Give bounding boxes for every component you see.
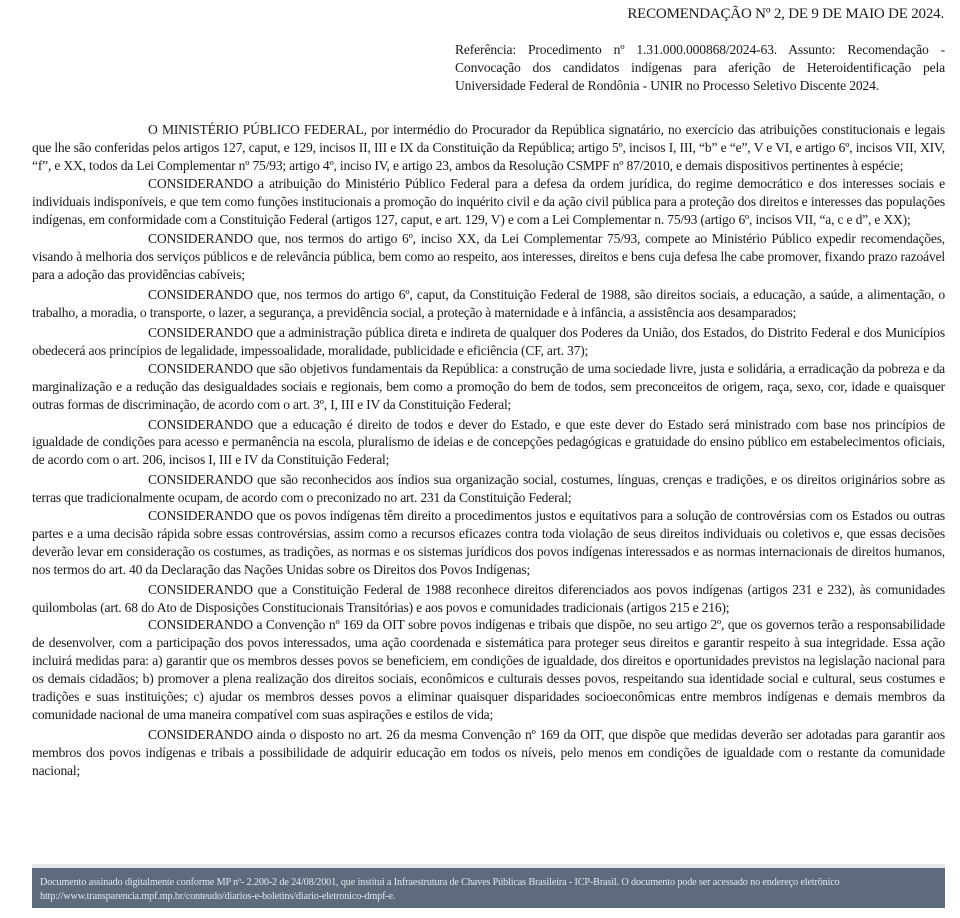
paragraph-considerando: CONSIDERANDO que são reconhecidos aos índios sua organização social, costumes, línguas, crenças e tradições, e os direitos originários sobre as terras que tradicionalmente ocupam, de acordo com o preconizado no art. 231 da Constituição Federal; xyxy=(32,472,945,506)
paragraph-considerando: CONSIDERANDO que os povos indígenas têm direito a procedimentos justos e equitativos para a solução de controvérsias com os Estados ou outras partes e a uma decisão rápida sobre essas controvérsias, assim como a recursos eficazes contra toda violação de seus direitos individuais ou coletivos e, que essas decisões deverão levar em consideração os costumes, as tradições, as normas e os sistemas jurídicos dos povos indígenas interessados e as normas internacionais de direitos humanos, nos termos do art. 40 da Declaração das Nações Unidas sobre os Direitos dos Povos Indígenas; xyxy=(32,508,945,577)
paragraph-considerando: CONSIDERANDO que, nos termos do artigo 6º, inciso XX, da Lei Complementar 75/93, compete ao Ministério Público expedir recomendações, visando à melhoria dos serviços públicos e de relevância pública, bem como ao respeito, aos interesses, direitos e bens cuja defesa lhe cabe promover, fixando prazo razoável para a adoção das providências cabíveis; xyxy=(32,231,945,283)
document-title: RECOMENDAÇÃO Nº 2, DE 9 DE MAIO DE 2024. xyxy=(627,6,944,22)
paragraph-considerando: CONSIDERANDO que a Constituição Federal de 1988 reconhece direitos diferenciados aos povos indígenas (artigos 231 e 232), às comunidades quilombolas (art. 68 do Ato de Disposições Constitucionais Transitórias) e aos povos e comunidades tradicionais (artigos 215 e 216); xyxy=(32,581,945,615)
paragraph-considerando: CONSIDERANDO ainda o disposto no art. 26 da mesma Convenção nº 169 da OIT, que dispõe que medidas deverão ser adotadas para garantir aos membros dos povos indígenas e tribais a possibilidade de adquirir educação em todos os níveis, pelo menos em condições de igualdade com o restante da comunidade nacional; xyxy=(32,726,945,778)
footer-text: Documento assinado digitalmente conforme MP nº- 2.200-2 de 24/08/2001, que institui a Infraestrutura de Chaves Públicas Brasileira - ICP-Brasil. O documento pode ser acessado no endereço eletrônico http://www.transparencia.mpf.mp.br/conteudo/diarios-e-boletins/diario-eletronico-dmpf-e. xyxy=(40,877,840,902)
paragraph-considerando: CONSIDERANDO a Convenção nº 169 da OIT sobre povos indígenas e tribais que dispõe, no seu artigo 2º, que os governos terão a responsabilidade de desenvolver, com a participação dos povos interessados, uma ação coordenada e sistemática para proteger seus direitos e garantir respeito à sua integridade. Essa ação incluirá medidas para: a) garantir que os membros desses povos se beneficiem, em condições de igualdade, dos direitos e oportunidades previstos na legislação nacional para os demais cidadãos; b) promover a plena realização dos direitos sociais, econômicos e culturais desses povos, respeitando sua identidade social e cultural, seus costumes e tradições e suas instituições; c) ajudar os membros desses povos a eliminar quaisquer disparidades socioeconômicas entre membros indígenas e demais membros da comunidade nacional de uma maneira compatível com suas aspirações e estilos de vida; xyxy=(32,617,945,722)
paragraph-considerando: CONSIDERANDO que a educação é direito de todos e dever do Estado, e que este dever do Estado será ministrado com base nos princípios de igualdade de condições para acesso e permanência na escola, pluralismo de ideias e de concepções pedagógicas e gratuidade do ensino público em estabelecimentos oficiais, de acordo com o art. 206, incisos I, III e IV da Constituição Federal; xyxy=(32,416,945,468)
paragraph-preamble: O MINISTÉRIO PÚBLICO FEDERAL, por intermédio do Procurador da República signatário, no exercício das atribuições constitucionais e legais que lhe são conferidas pelos artigos 127, caput, e 129, incisos II, III e IX da Constituição da República; artigo 5º, incisos I, III, “b” e “e”, V e VI, e artigo 6º, incisos VII, XIV, “f”, e XX, todos da Lei Complementar nº 75/93; artigo 4º, inciso IV, e artigo 23, ambos da Resolução CSMPF nº 87/2010, e demais dispositivos pertinentes à espécie; xyxy=(32,122,945,173)
paragraph-considerando: CONSIDERANDO que a administração pública direta e indireta de qualquer dos Poderes da União, dos Estados, do Distrito Federal e dos Municípios obedecerá aos princípios de legalidade, impessoalidade, moralidade, publicidade e eficiência (CF, art. 37); xyxy=(32,324,945,358)
paragraph-considerando: CONSIDERANDO que são objetivos fundamentais da República: a construção de uma sociedade livre, justa e solidária, a erradicação da pobreza e da marginalização e a redução das desigualdades sociais e regionais, bem como a promoção do bem de todos, sem preconceitos de origem, raça, sexo, cor, idade e quaisquer outras formas de discriminação, de acordo com o art. 3º, I, III e IV da Constituição Federal; xyxy=(32,360,945,412)
digital-signature-footer xyxy=(32,864,945,908)
reference-block: Referência: Procedimento nº 1.31.000.000868/2024-63. Assunto: Recomendação - Convocação dos candidatos indígenas para aferição de Heteroidentificação pela Universidade Federal de Rondônia - UNIR no Processo Seletivo Discente 2024. xyxy=(455,42,945,93)
document-body xyxy=(32,121,945,780)
paragraph-considerando: CONSIDERANDO que, nos termos do artigo 6º, caput, da Constituição Federal de 1988, são direitos sociais, a educação, a saúde, a alimentação, o trabalho, a moradia, o transporte, o lazer, a segurança, a previdência social, a proteção à maternidade e à infância, a assistência aos desamparados; xyxy=(32,287,945,321)
paragraph-considerando: CONSIDERANDO a atribuição do Ministério Público Federal para a defesa da ordem jurídica, do regime democrático e dos interesses sociais e individuais indisponíveis, e que tem como funções institucionais a promoção do inquérito civil e da ação civil pública para a proteção dos direitos e interesses das populações indígenas, em conformidade com a Constituição Federal (artigos 127, caput, e art. 129, V) e com a Lei Complementar n. 75/93 (artigo 6º, incisos VII, “a, c e d”, e XX); xyxy=(32,175,945,227)
